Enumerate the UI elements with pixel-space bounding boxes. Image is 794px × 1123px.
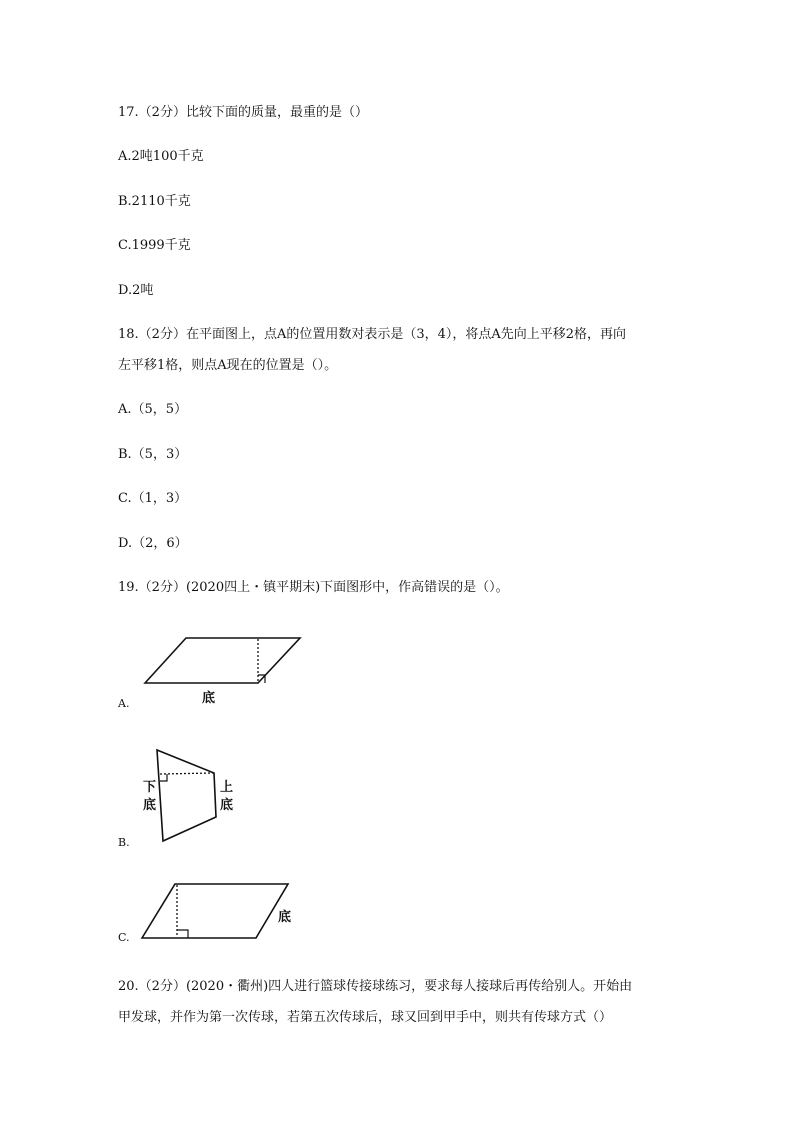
question-19-stem: 19.（2分）(2020四上・镇平期末)下面图形中，作高错误的是（）。 <box>118 580 509 595</box>
question-18-stem-line2: 左平移1格，则点A现在的位置是（）。 <box>118 358 338 373</box>
figure-a-parallelogram <box>140 630 310 710</box>
q19-option-c: C. <box>118 931 130 944</box>
q18-option-a: A.（5，5） <box>118 402 188 417</box>
figure-b-left-label-1: 下 <box>143 780 157 795</box>
figure-c-parallelogram <box>140 880 305 945</box>
q19-option-a: A. <box>118 697 130 710</box>
question-17-stem: 17.（2分）比较下面的质量，最重的是（） <box>118 105 368 120</box>
figure-c-base-label: 底 <box>278 910 292 925</box>
figure-b-trapezoid <box>140 745 250 850</box>
figure-b-right-label-2: 底 <box>220 798 234 813</box>
q19-option-b: B. <box>118 836 130 849</box>
q18-option-b: B.（5，3） <box>118 447 188 462</box>
q18-option-d: D.（2，6） <box>118 536 188 551</box>
q17-option-d: D.2吨 <box>118 283 154 298</box>
figure-a-base-label: 底 <box>202 691 216 706</box>
q17-option-b: B.2110千克 <box>118 194 191 209</box>
q17-option-a: A.2吨100千克 <box>118 149 204 164</box>
figure-b-left-label-2: 底 <box>143 798 157 813</box>
q18-option-c: C.（1，3） <box>118 491 188 506</box>
q17-option-c: C.1999千克 <box>118 238 191 253</box>
figure-b-right-label-1: 上 <box>220 780 234 795</box>
question-20-stem-line2: 甲发球，并作为第一次传球，若第五次传球后，球又回到甲手中，则共有传球方式（） <box>118 1010 613 1025</box>
question-18-stem-line1: 18.（2分）在平面图上，点A的位置用数对表示是（3，4），将点A先向上平移2格，再向 <box>118 327 627 342</box>
question-20-stem-line1: 20.（2分）(2020・衢州)四人进行篮球传接球练习，要求每人接球后再传给别人。开始由 <box>118 979 633 994</box>
